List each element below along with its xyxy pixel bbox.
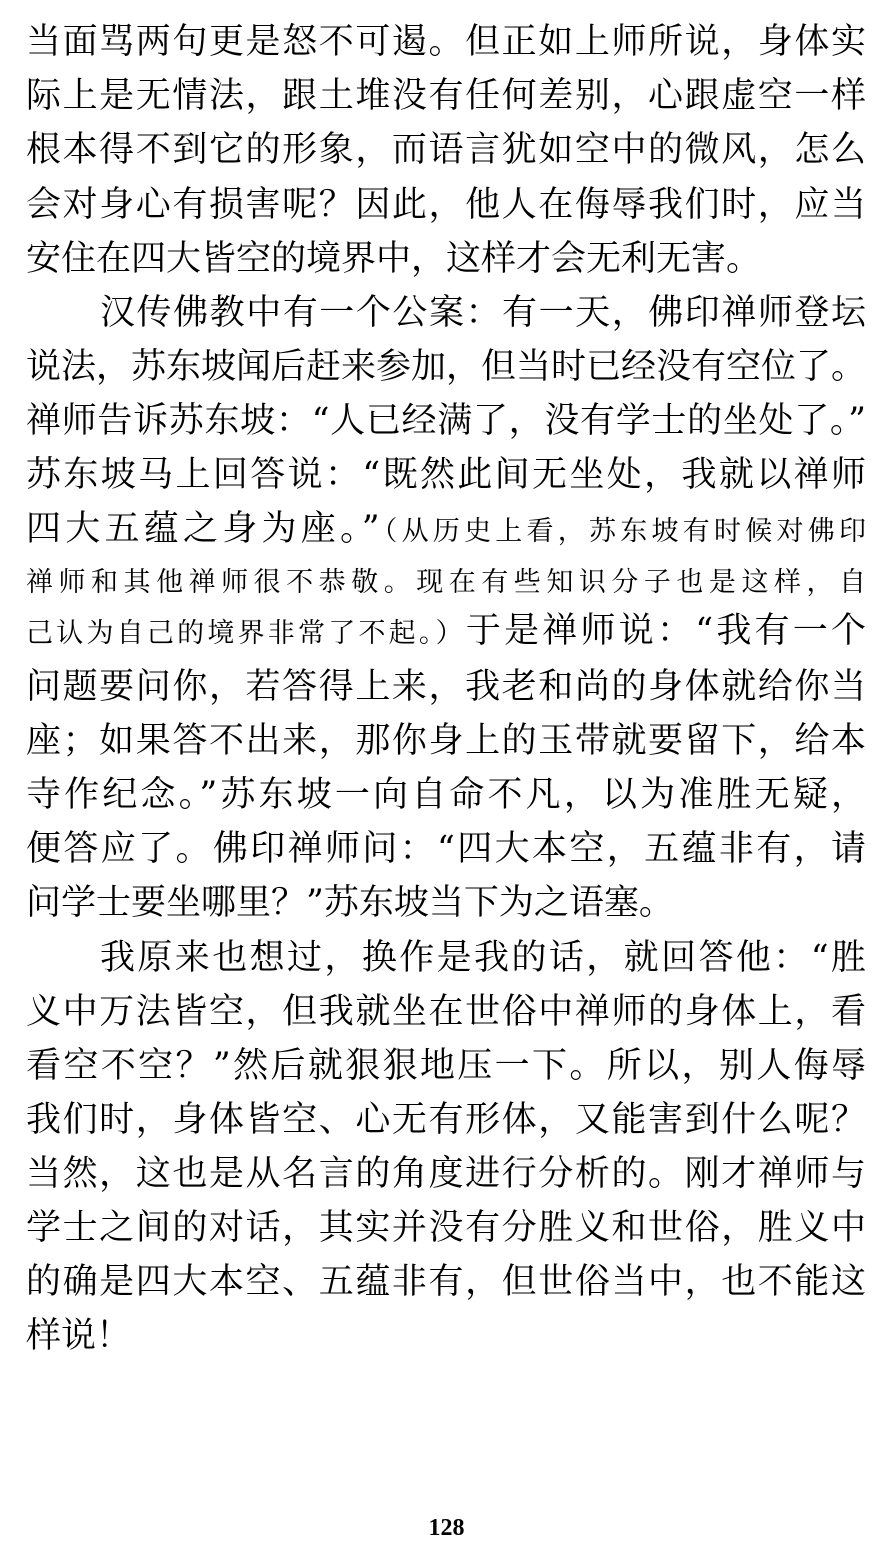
text-line-13: 问题要问你，若答得上来，我老和尚的身体就给你当 bbox=[26, 667, 866, 707]
text-line-18: 我原来也想过，换作是我的话，就回答他：“胜 bbox=[100, 938, 866, 978]
text-line-21: 我们时，身体皆空、心无有形体，又能害到什么呢？ bbox=[26, 1100, 866, 1140]
text-line-17: 问学士要坐哪里？”苏东坡当下为之语塞。 bbox=[26, 883, 674, 923]
text-line-2: 际上是无情法，跟土堆没有任何差别，心跟虚空一样 bbox=[26, 76, 866, 116]
text-line-19: 义中万法皆空，但我就坐在世俗中禅师的身体上，看 bbox=[26, 992, 866, 1032]
text-line-3: 根本得不到它的形象，而语言犹如空中的微风，怎么 bbox=[26, 130, 866, 170]
text-line-9: 苏东坡马上回答说：“既然此间无坐处，我就以禅师 bbox=[26, 455, 866, 495]
text-line-4: 会对身心有损害呢？因此，他人在侮辱我们时，应当 bbox=[26, 185, 866, 225]
text-line-14: 座；如果答不出来，那你身上的玉带就要留下，给本 bbox=[26, 721, 866, 761]
text-line-8: 禅师告诉苏东坡：“人已经满了，没有学士的坐处了。” bbox=[26, 401, 866, 441]
text-line-5: 安住在四大皆空的境界中，这样才会无利无害。 bbox=[26, 239, 762, 279]
text-line-11: 禅师和其他禅师很不恭敬。现在有些知识分子也是这样，自 bbox=[26, 567, 866, 598]
text-line-15: 寺作纪念。”苏东坡一向自命不凡，以为准胜无疑， bbox=[26, 775, 866, 815]
text-line-6: 汉传佛教中有一个公案：有一天，佛印禅师登坛 bbox=[100, 293, 866, 333]
text-line-10 bbox=[26, 503, 866, 555]
text-line-25: 样说！ bbox=[26, 1316, 132, 1356]
text-line-12 bbox=[26, 605, 866, 657]
text-line-22: 当然，这也是从名言的角度进行分析的。刚才禅师与 bbox=[26, 1154, 866, 1194]
parenthetical-note-end: 己认为自己的境界非常了不起。） bbox=[26, 618, 466, 649]
parenthetical-note-start: （从历史上看，苏东坡有时候对佛印 bbox=[379, 516, 866, 547]
quote-end-text: 四大五蕴之身为座。” bbox=[26, 509, 380, 549]
text-line-16: 便答应了。佛印禅师问：“四大本空，五蕴非有，请 bbox=[26, 829, 866, 869]
text-line-23: 学士之间的对话，其实并没有分胜义和世俗，胜义中 bbox=[26, 1208, 866, 1248]
page-number: 128 bbox=[428, 1515, 465, 1541]
text-line-7: 说法，苏东坡闻后赶来参加，但当时已经没有空位了。 bbox=[26, 347, 866, 387]
text-line-20: 看空不空？”然后就狠狠地压一下。所以，别人侮辱 bbox=[26, 1046, 866, 1086]
chanshi-says-text: 于是禅师说：“我有一个 bbox=[465, 611, 866, 651]
text-line-1: 当面骂两句更是怒不可遏。但正如上师所说，身体实 bbox=[26, 22, 866, 62]
text-line-24: 的确是四大本空、五蕴非有，但世俗当中，也不能这 bbox=[26, 1262, 866, 1302]
